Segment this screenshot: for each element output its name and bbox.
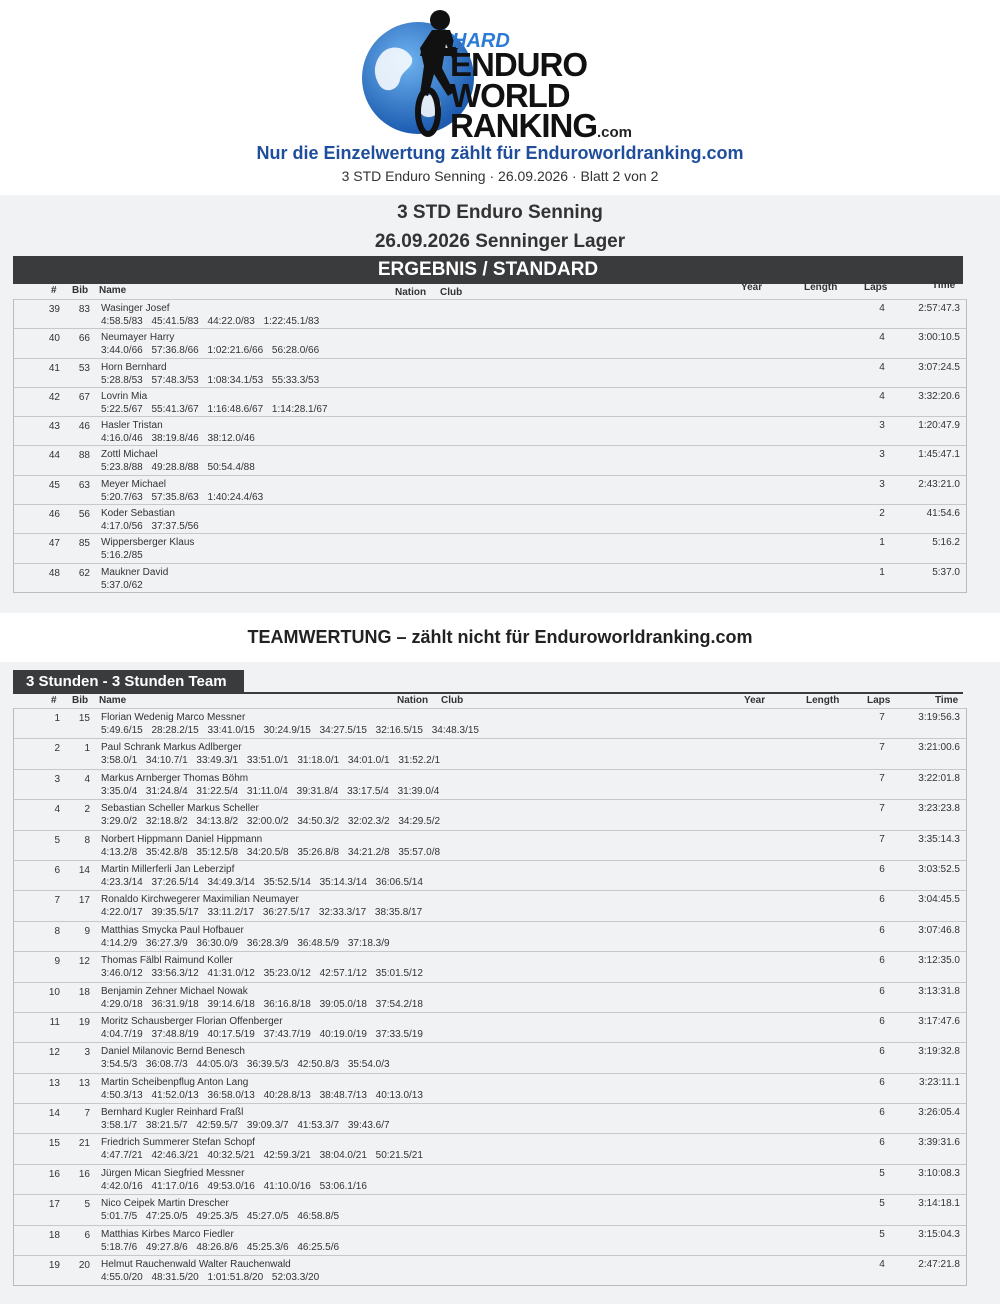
row-laps: 5 xyxy=(879,1167,885,1179)
table-row xyxy=(14,445,966,474)
row-splits: 4:47.7/21 42:46.3/21 40:32.5/21 42:59.3/21 38:04.0/21 50:21.5/21 xyxy=(101,1150,423,1162)
row-splits: 3:35.0/4 31:24.8/4 31:22.5/4 31:11.0/4 39:31.8/4 33:17.5/4 31:39.0/4 xyxy=(101,785,440,797)
row-name: Daniel Milanovic Bernd Benesch xyxy=(101,1046,245,1058)
row-splits: 3:54.5/3 36:08.7/3 44:05.0/3 36:39.5/3 42:50.8/3 35:54.0/3 xyxy=(101,1059,390,1071)
table-row xyxy=(14,358,966,387)
col-bib: Bib xyxy=(72,695,89,706)
row-splits: 5:20.7/63 57:35.8/63 1:40:24.4/63 xyxy=(101,491,264,503)
row-splits: 3:44.0/66 57:36.8/66 1:02:21.6/66 56:28.0/66 xyxy=(101,345,320,357)
logo-ranking-text: RANKING xyxy=(450,107,597,145)
row-bib: 18 xyxy=(78,986,90,998)
row-pos: 2 xyxy=(54,743,60,755)
team-column-header xyxy=(13,695,963,707)
standard-results-table xyxy=(13,299,967,593)
row-time: 3:14:18.1 xyxy=(918,1198,960,1210)
row-pos: 47 xyxy=(48,538,60,550)
row-name: Thomas Fälbl Raimund Koller xyxy=(101,955,233,967)
row-time: 3:17:47.6 xyxy=(918,1015,960,1027)
row-laps: 3 xyxy=(879,449,885,461)
row-name: Matthias Smycka Paul Hofbauer xyxy=(101,924,244,936)
row-laps: 6 xyxy=(879,1046,885,1058)
row-laps: 6 xyxy=(879,894,885,906)
row-splits: 4:58.5/83 45:41.5/83 44:22.0/83 1:22:45.1/83 xyxy=(101,316,320,327)
col-nation: Nation xyxy=(397,695,429,706)
row-name: Wippersberger Klaus xyxy=(101,537,195,549)
row-splits: 3:29.0/2 32:18.8/2 34:13.8/2 32:00.0/2 34:50.3/2 32:02.3/2 34:29.5/2 xyxy=(101,816,441,828)
row-bib: 13 xyxy=(78,1077,90,1089)
row-splits: 3:46.0/12 33:56.3/12 41:31.0/12 35:23.0/12 42:57.1/12 35:01.5/12 xyxy=(101,968,423,980)
row-time: 3:12:35.0 xyxy=(918,955,960,967)
row-name: Norbert Hippmann Daniel Hippmann xyxy=(101,833,263,845)
row-time: 3:32:20.6 xyxy=(918,390,960,402)
row-name: Florian Wedenig Marco Messner xyxy=(101,712,246,723)
row-time: 1:45:47.1 xyxy=(918,449,960,461)
row-name: Martin Millerferli Jan Leberzipf xyxy=(101,863,235,875)
table-row xyxy=(14,951,966,981)
row-bib: 7 xyxy=(84,1108,90,1120)
row-pos: 43 xyxy=(48,421,60,433)
standard-column-header xyxy=(13,280,963,298)
row-pos: 8 xyxy=(54,925,60,937)
row-bib: 2 xyxy=(84,804,90,816)
team-banner: 3 Stunden - 3 Stunden Team xyxy=(13,670,244,694)
table-row xyxy=(14,1225,966,1255)
row-time: 3:03:52.5 xyxy=(918,863,960,875)
table-row xyxy=(14,1133,966,1163)
event-title: 3 STD Enduro Senning xyxy=(397,202,603,223)
col-laps: Laps xyxy=(864,282,888,293)
row-laps: 7 xyxy=(879,833,885,845)
row-laps: 5 xyxy=(879,1228,885,1240)
row-pos: 14 xyxy=(48,1108,60,1120)
row-time: 1:20:47.9 xyxy=(918,420,960,432)
col-length: Length xyxy=(804,282,838,293)
row-bib: 20 xyxy=(78,1260,90,1272)
table-row xyxy=(14,982,966,1012)
row-time: 3:13:31.8 xyxy=(918,985,960,997)
row-bib: 85 xyxy=(78,538,90,550)
row-splits: 4:29.0/18 36:31.9/18 39:14.6/18 36:16.8/18 39:05.0/18 37:54.2/18 xyxy=(101,998,423,1010)
row-laps: 7 xyxy=(879,803,885,815)
row-laps: 6 xyxy=(879,955,885,967)
table-row xyxy=(14,475,966,504)
row-time: 3:35:14.3 xyxy=(918,833,960,845)
row-bib: 17 xyxy=(78,895,90,907)
row-splits: 3:58.0/1 34:10.7/1 33:49.3/1 33:51.0/1 31:18.0/1 34:01.0/1 31:52.2/1 xyxy=(101,755,441,767)
event-date-location: 26.09.2026 Senninger Lager xyxy=(374,231,626,252)
row-splits: 4:23.3/14 37:26.5/14 34:49.3/14 35:52.5/14 35:14.3/14 36:06.5/14 xyxy=(101,876,423,888)
row-time: 3:23:11.1 xyxy=(919,1076,960,1088)
row-bib: 66 xyxy=(78,333,90,345)
row-pos: 41 xyxy=(48,362,60,374)
team-ranking-heading: TEAMWERTUNG – zählt nicht für Enduroworldranking.com xyxy=(0,613,1000,662)
col-time: Time xyxy=(932,280,956,291)
table-row xyxy=(14,921,966,951)
row-name: Martin Scheibenpflug Anton Lang xyxy=(101,1076,249,1088)
row-pos: 40 xyxy=(48,333,60,345)
col-bib: Bib xyxy=(72,285,89,296)
row-name: Nico Ceipek Martin Drescher xyxy=(101,1198,229,1210)
col-club: Club xyxy=(440,287,463,298)
row-bib: 88 xyxy=(78,450,90,462)
row-name: Horn Bernhard xyxy=(101,361,167,373)
row-time: 3:22:01.8 xyxy=(918,772,960,784)
row-bib: 46 xyxy=(78,421,90,433)
row-laps: 4 xyxy=(879,332,885,344)
row-laps: 7 xyxy=(879,772,885,784)
row-time: 2:43:21.0 xyxy=(918,478,960,490)
row-pos: 12 xyxy=(48,1047,60,1059)
col-pos: # xyxy=(51,695,57,706)
table-row xyxy=(14,1103,966,1133)
table-row xyxy=(14,1042,966,1072)
row-name: Helmut Rauchenwald Walter Rauchenwald xyxy=(101,1259,291,1271)
row-time: 3:39:31.6 xyxy=(918,1137,960,1149)
row-bib: 83 xyxy=(78,304,90,315)
row-bib: 53 xyxy=(78,362,90,374)
table-row xyxy=(14,563,966,592)
col-name: Name xyxy=(99,695,127,706)
row-laps: 2 xyxy=(879,508,885,520)
row-laps: 6 xyxy=(879,985,885,997)
table-row xyxy=(14,1012,966,1042)
row-laps: 7 xyxy=(879,712,885,723)
table-row xyxy=(14,328,966,357)
col-length: Length xyxy=(806,695,840,706)
row-pos: 15 xyxy=(48,1138,60,1150)
row-laps: 3 xyxy=(879,420,885,432)
row-splits: 5:16.2/85 xyxy=(101,550,143,562)
row-time: 2:57:47.3 xyxy=(918,303,960,314)
row-splits: 4:55.0/20 48:31.5/20 1:01:51.8/20 52:03.3/20 xyxy=(101,1272,320,1284)
col-time: Time xyxy=(935,695,959,706)
row-pos: 9 xyxy=(54,956,60,968)
row-splits: 4:22.0/17 39:35.5/17 33:11.2/17 36:27.5/17 32:33.3/17 38:35.8/17 xyxy=(101,907,423,919)
row-splits: 4:42.0/16 41:17.0/16 49:53.0/16 41:10.0/16 53:06.1/16 xyxy=(101,1180,367,1192)
row-time: 5:37.0 xyxy=(932,566,960,578)
row-pos: 11 xyxy=(49,1016,60,1028)
logo-suffix-text: .com xyxy=(597,124,633,142)
hard-enduro-world-ranking-logo xyxy=(362,8,638,145)
row-bib: 21 xyxy=(78,1138,90,1150)
row-name: Friedrich Summerer Stefan Schopf xyxy=(101,1137,255,1149)
row-bib: 14 xyxy=(78,864,90,876)
standard-banner: ERGEBNIS / STANDARD xyxy=(13,256,963,284)
row-time: 3:19:56.3 xyxy=(918,712,960,723)
row-name: Bernhard Kugler Reinhard Fraßl xyxy=(101,1107,244,1119)
row-laps: 6 xyxy=(879,1137,885,1149)
row-time: 3:21:00.6 xyxy=(918,742,960,754)
team-banner-rule xyxy=(13,692,963,694)
row-pos: 17 xyxy=(48,1199,60,1211)
row-laps: 4 xyxy=(879,361,885,373)
row-name: Neumayer Harry xyxy=(101,332,175,344)
logo-hard-text: HARD xyxy=(452,30,510,52)
row-splits: 4:17.0/56 37:37.5/56 xyxy=(101,521,199,533)
row-time: 3:10:08.3 xyxy=(918,1167,960,1179)
row-pos: 13 xyxy=(48,1077,60,1089)
table-row xyxy=(14,1164,966,1194)
row-time: 3:26:05.4 xyxy=(918,1107,960,1119)
row-splits: 5:23.8/88 49:28.8/88 50:54.4/88 xyxy=(101,462,255,474)
row-time: 41:54.6 xyxy=(926,508,960,520)
table-row xyxy=(14,1194,966,1224)
row-time: 3:07:46.8 xyxy=(918,924,960,936)
row-splits: 4:16.0/46 38:19.8/46 38:12.0/46 xyxy=(101,433,255,445)
row-splits: 5:18.7/6 49:27.8/6 48:26.8/6 45:25.3/6 46:25.5/6 xyxy=(101,1241,340,1253)
row-splits: 5:49.6/15 28:28.2/15 33:41.0/15 30:24.9/15 34:27.5/15 32:16.5/15 34:48.3/15 xyxy=(101,725,479,736)
row-splits: 4:50.3/13 41:52.0/13 36:58.0/13 40:28.8/13 38:48.7/13 40:13.0/13 xyxy=(101,1089,423,1101)
row-bib: 3 xyxy=(84,1047,90,1059)
col-nation: Nation xyxy=(395,287,427,298)
row-bib: 6 xyxy=(84,1229,90,1241)
table-row xyxy=(14,416,966,445)
row-time: 3:00:10.5 xyxy=(918,332,960,344)
row-laps: 1 xyxy=(879,566,885,578)
row-pos: 48 xyxy=(48,567,60,579)
row-name: Maukner David xyxy=(101,566,169,578)
team-results-sheet xyxy=(0,662,1000,1304)
row-bib: 12 xyxy=(78,956,90,968)
row-pos: 44 xyxy=(48,450,60,462)
table-row xyxy=(14,890,966,920)
col-laps: Laps xyxy=(867,695,891,706)
row-laps: 6 xyxy=(879,1076,885,1088)
row-pos: 18 xyxy=(48,1229,60,1241)
row-bib: 63 xyxy=(78,479,90,491)
table-row xyxy=(14,799,966,829)
row-pos: 3 xyxy=(54,773,60,785)
row-name: Sebastian Scheller Markus Scheller xyxy=(101,803,259,815)
row-bib: 4 xyxy=(84,773,90,785)
row-name: Lovrin Mia xyxy=(101,390,148,402)
logo-world-text: WORLD xyxy=(450,76,570,114)
table-row xyxy=(14,533,966,562)
row-bib: 19 xyxy=(78,1016,90,1028)
row-pos: 46 xyxy=(48,509,60,521)
row-name: Meyer Michael xyxy=(101,478,167,490)
col-pos: # xyxy=(51,285,57,296)
row-pos: 10 xyxy=(48,986,60,998)
row-pos: 4 xyxy=(54,804,60,816)
col-year: Year xyxy=(741,282,763,293)
row-splits: 4:04.7/19 37:48.8/19 40:17.5/19 37:43.7/19 40:19.0/19 37:33.5/19 xyxy=(101,1028,423,1040)
row-name: Matthias Kirbes Marco Fiedler xyxy=(101,1228,234,1240)
row-pos: 7 xyxy=(54,895,60,907)
row-time: 3:04:45.5 xyxy=(918,894,960,906)
row-time: 3:15:04.3 xyxy=(918,1228,960,1240)
row-name: Jürgen Mican Siegfried Messner xyxy=(101,1167,245,1179)
table-row xyxy=(14,1073,966,1103)
row-bib: 1 xyxy=(84,743,90,755)
standard-results-sheet xyxy=(0,195,1000,613)
row-bib: 56 xyxy=(78,509,90,521)
row-bib: 16 xyxy=(78,1168,90,1180)
row-splits: 5:37.0/62 xyxy=(101,579,143,591)
table-row xyxy=(14,738,966,768)
row-laps: 3 xyxy=(879,478,885,490)
row-time: 3:19:32.8 xyxy=(918,1046,960,1058)
row-name: Koder Sebastian xyxy=(101,508,175,520)
row-laps: 5 xyxy=(879,1198,885,1210)
logo-enduro-text: ENDURO xyxy=(450,46,588,84)
row-time: 5:16.2 xyxy=(932,537,960,549)
col-name: Name xyxy=(99,285,127,296)
col-club: Club xyxy=(441,695,464,706)
row-bib: 5 xyxy=(84,1199,90,1211)
table-row xyxy=(14,387,966,416)
row-name: Hasler Tristan xyxy=(101,420,163,432)
row-name: Benjamin Zehner Michael Nowak xyxy=(101,985,248,997)
row-pos: 45 xyxy=(48,479,60,491)
row-laps: 6 xyxy=(879,1107,885,1119)
row-name: Markus Arnberger Thomas Böhm xyxy=(101,772,249,784)
table-row xyxy=(14,708,966,738)
row-pos: 1 xyxy=(54,713,60,724)
table-row xyxy=(14,504,966,533)
row-bib: 8 xyxy=(84,834,90,846)
table-row xyxy=(14,299,966,328)
page-subline: 3 STD Enduro Senning · 26.09.2026 · Blatt 2 von 2 xyxy=(341,168,659,184)
row-name: Zottl Michael xyxy=(101,449,158,461)
row-laps: 4 xyxy=(879,390,885,402)
row-name: Wasinger Josef xyxy=(101,303,170,314)
team-results-table xyxy=(13,708,967,1286)
row-laps: 6 xyxy=(879,924,885,936)
row-pos: 16 xyxy=(48,1168,60,1180)
page-header xyxy=(0,0,1000,195)
row-splits: 3:58.1/7 38:21.5/7 42:59.5/7 39:09.3/7 41:53.3/7 39:43.6/7 xyxy=(101,1120,390,1132)
row-pos: 6 xyxy=(54,864,60,876)
row-pos: 5 xyxy=(54,834,60,846)
logo-wordmark xyxy=(450,30,633,145)
row-splits: 5:01.7/5 47:25.0/5 49:25.3/5 45:27.0/5 46:58.8/5 xyxy=(101,1211,340,1223)
row-name: Ronaldo Kirchwegerer Maximilian Neumayer xyxy=(101,894,299,906)
row-splits: 4:13.2/8 35:42.8/8 35:12.5/8 34:20.5/8 35:26.8/8 34:21.2/8 35:57.0/8 xyxy=(101,846,441,858)
row-pos: 39 xyxy=(48,304,60,315)
row-name: Paul Schrank Markus Adlberger xyxy=(101,742,242,754)
table-row xyxy=(14,830,966,860)
row-bib: 67 xyxy=(78,391,90,403)
row-bib: 62 xyxy=(78,567,90,579)
table-row xyxy=(14,1255,966,1285)
table-row xyxy=(14,769,966,799)
row-time: 2:47:21.8 xyxy=(918,1259,960,1271)
page-headline: Nur die Einzelwertung zählt für Enduroworldranking.com xyxy=(256,143,744,163)
row-laps: 6 xyxy=(879,1015,885,1027)
row-splits: 4:14.2/9 36:27.3/9 36:30.0/9 36:28.3/9 36:48.5/9 37:18.3/9 xyxy=(101,937,390,949)
row-laps: 6 xyxy=(879,863,885,875)
row-bib: 9 xyxy=(84,925,90,937)
table-row xyxy=(14,860,966,890)
row-laps: 7 xyxy=(879,742,885,754)
row-bib: 15 xyxy=(78,713,90,724)
row-pos: 42 xyxy=(48,391,60,403)
row-time: 3:23:23.8 xyxy=(918,803,960,815)
col-year: Year xyxy=(744,695,766,706)
row-time: 3:07:24.5 xyxy=(918,361,960,373)
row-pos: 19 xyxy=(48,1260,60,1272)
row-splits: 5:28.8/53 57:48.3/53 1:08:34.1/53 55:33.3/53 xyxy=(101,374,320,386)
row-laps: 4 xyxy=(879,303,885,314)
row-laps: 4 xyxy=(879,1259,885,1271)
row-laps: 1 xyxy=(879,537,885,549)
row-name: Moritz Schausberger Florian Offenberger xyxy=(101,1015,283,1027)
row-splits: 5:22.5/67 55:41.3/67 1:16:48.6/67 1:14:28.1/67 xyxy=(101,403,328,415)
